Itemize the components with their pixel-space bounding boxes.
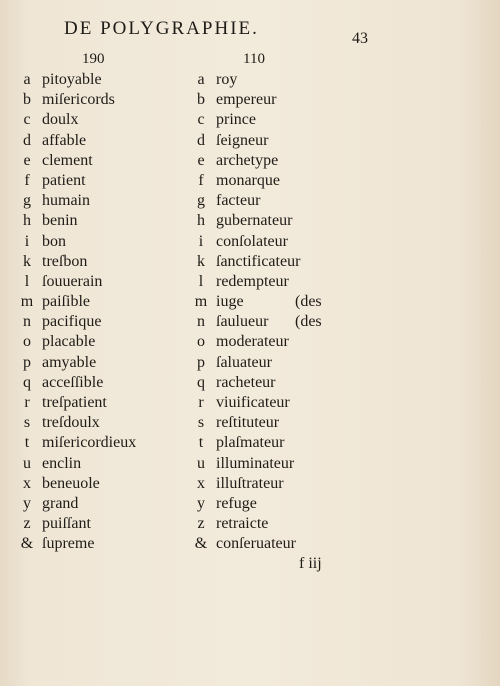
cipher-word: reſtituteur xyxy=(216,414,280,432)
cipher-word: enclin xyxy=(42,454,82,472)
cipher-word: patient xyxy=(42,171,86,189)
cipher-word: retraicte xyxy=(216,515,269,533)
cipher-letter: h xyxy=(23,212,31,230)
cipher-letter: n xyxy=(23,313,31,331)
list-item xyxy=(190,494,350,514)
cipher-letter: q xyxy=(23,373,31,391)
cipher-letter: d xyxy=(23,131,31,149)
cipher-suffix: (des xyxy=(295,313,322,331)
cipher-letter: q xyxy=(197,373,205,391)
cipher-word: doulx xyxy=(42,111,79,129)
cipher-word: benin xyxy=(42,212,78,230)
list-item xyxy=(16,353,196,373)
cipher-letter: h xyxy=(197,212,205,230)
list-item xyxy=(190,312,350,332)
right-word-column xyxy=(190,70,350,555)
cipher-word: roy xyxy=(216,71,238,88)
cipher-word: humain xyxy=(42,192,90,210)
cipher-word: conſolateur xyxy=(216,232,288,250)
cipher-word: treſdoulx xyxy=(42,414,100,432)
cipher-word: pitoyable xyxy=(42,71,102,88)
list-item xyxy=(190,131,350,151)
list-item xyxy=(16,373,196,393)
list-item xyxy=(190,393,350,413)
list-item xyxy=(190,232,350,252)
cipher-letter: i xyxy=(24,232,30,250)
cipher-word: racheteur xyxy=(216,373,276,391)
cipher-letter: e xyxy=(197,151,205,169)
cipher-letter: y xyxy=(23,494,31,512)
left-word-column xyxy=(16,70,196,555)
cipher-letter: a xyxy=(23,71,31,88)
list-item xyxy=(16,413,196,433)
cipher-word: acceſſible xyxy=(42,373,104,391)
cipher-letter: n xyxy=(197,313,205,331)
list-item xyxy=(16,474,196,494)
cipher-word: illuminateur xyxy=(216,454,295,472)
list-item xyxy=(190,332,350,352)
cipher-word: refuge xyxy=(216,494,257,512)
cipher-letter: f xyxy=(198,171,204,189)
cipher-letter: g xyxy=(23,192,31,210)
cipher-letter: i xyxy=(198,232,204,250)
cipher-word: ſupreme xyxy=(42,535,95,553)
cipher-letter: c xyxy=(197,111,205,129)
cipher-word: viuificateur xyxy=(216,394,290,411)
cipher-letter: s xyxy=(197,414,205,432)
list-item xyxy=(16,514,196,534)
cipher-letter: z xyxy=(23,515,31,533)
cipher-letter: l xyxy=(24,272,30,290)
cipher-word: treſbon xyxy=(42,252,88,270)
list-item xyxy=(16,272,196,292)
list-item xyxy=(190,211,350,231)
list-item xyxy=(16,494,196,514)
list-item xyxy=(190,514,350,534)
list-item xyxy=(190,454,350,474)
cipher-letter: t xyxy=(24,434,30,452)
cipher-letter: y xyxy=(197,494,205,512)
cipher-word: plaſmateur xyxy=(216,434,285,452)
cipher-letter: o xyxy=(23,333,31,351)
cipher-letter: b xyxy=(23,91,31,109)
list-item xyxy=(190,171,350,191)
cipher-word: puiſſant xyxy=(42,515,91,533)
cipher-letter: o xyxy=(197,333,205,351)
list-item xyxy=(190,534,350,554)
list-item xyxy=(190,252,350,272)
cipher-word: conſeruateur xyxy=(216,535,296,553)
list-item xyxy=(16,332,196,352)
list-item xyxy=(190,272,350,292)
list-item xyxy=(16,454,196,474)
cipher-letter: b xyxy=(197,91,205,109)
list-item xyxy=(190,110,350,130)
left-column-number: 190 xyxy=(82,51,105,67)
list-item xyxy=(16,312,196,332)
list-item xyxy=(16,232,196,252)
cipher-word: affable xyxy=(42,131,87,149)
cipher-letter: a xyxy=(197,71,205,88)
cipher-letter: x xyxy=(197,474,205,492)
cipher-word: ſeigneur xyxy=(216,131,269,149)
cipher-word: iuge xyxy=(216,293,244,311)
cipher-letter: g xyxy=(197,192,205,210)
cipher-letter: & xyxy=(20,535,34,553)
list-item xyxy=(190,413,350,433)
cipher-letter: f xyxy=(24,171,30,189)
cipher-word: redempteur xyxy=(216,272,289,290)
signature-mark: f iij xyxy=(299,555,322,572)
cipher-word: prince xyxy=(216,111,256,129)
cipher-word: ſouuerain xyxy=(42,272,103,290)
cipher-word: placable xyxy=(42,333,96,351)
list-item xyxy=(16,252,196,272)
list-item xyxy=(190,353,350,373)
cipher-letter: c xyxy=(23,111,31,129)
cipher-suffix: (des xyxy=(295,293,322,311)
cipher-word: paiſible xyxy=(42,293,90,311)
cipher-word: miſericordieux xyxy=(42,434,137,452)
cipher-word: bon xyxy=(42,232,66,250)
list-item xyxy=(190,70,350,90)
cipher-letter: p xyxy=(197,353,205,371)
list-item xyxy=(190,151,350,171)
list-item xyxy=(190,474,350,494)
cipher-word: treſpatient xyxy=(42,394,107,411)
cipher-word: archetype xyxy=(216,151,279,169)
list-item xyxy=(190,90,350,110)
cipher-word: moderateur xyxy=(216,333,289,351)
cipher-word: ſaluateur xyxy=(216,353,272,371)
cipher-letter: z xyxy=(197,515,205,533)
cipher-letter: u xyxy=(23,454,31,472)
cipher-letter: r xyxy=(198,394,204,411)
right-column-number: 110 xyxy=(243,51,265,67)
cipher-word: clement xyxy=(42,151,93,169)
list-item xyxy=(16,191,196,211)
cipher-word: pacifique xyxy=(42,313,102,331)
list-item xyxy=(16,151,196,171)
cipher-letter: k xyxy=(23,252,31,270)
list-item xyxy=(16,70,196,90)
cipher-letter: s xyxy=(23,414,31,432)
list-item xyxy=(190,292,350,312)
cipher-word: empereur xyxy=(216,91,277,109)
cipher-letter: e xyxy=(23,151,31,169)
list-item xyxy=(16,534,196,554)
list-item xyxy=(16,393,196,413)
cipher-letter: d xyxy=(197,131,205,149)
list-item xyxy=(190,433,350,453)
cipher-word: monarque xyxy=(216,171,280,189)
cipher-word: illuſtrateur xyxy=(216,474,284,492)
page-number: 43 xyxy=(352,30,368,47)
cipher-word: amyable xyxy=(42,353,97,371)
list-item xyxy=(190,373,350,393)
cipher-word: beneuole xyxy=(42,474,100,492)
cipher-letter: & xyxy=(194,535,208,553)
list-item xyxy=(16,90,196,110)
cipher-letter: x xyxy=(23,474,31,492)
cipher-letter: m xyxy=(194,293,208,311)
list-item xyxy=(16,292,196,312)
cipher-word: miſericords xyxy=(42,91,115,109)
list-item xyxy=(16,433,196,453)
cipher-word: grand xyxy=(42,494,79,512)
cipher-letter: u xyxy=(197,454,205,472)
cipher-letter: k xyxy=(197,252,205,270)
cipher-word: facteur xyxy=(216,192,261,210)
list-item xyxy=(16,171,196,191)
cipher-letter: t xyxy=(198,434,204,452)
list-item xyxy=(16,131,196,151)
cipher-word: gubernateur xyxy=(216,212,293,230)
cipher-letter: r xyxy=(24,394,30,411)
cipher-word: ſaulueur xyxy=(216,313,269,331)
list-item xyxy=(190,191,350,211)
cipher-letter: l xyxy=(198,272,204,290)
cipher-word: ſanctificateur xyxy=(216,252,301,270)
page-title: DE POLYGRAPHIE. xyxy=(64,18,259,39)
list-item xyxy=(16,110,196,130)
cipher-letter: p xyxy=(23,353,31,371)
list-item xyxy=(16,211,196,231)
cipher-letter: m xyxy=(20,293,34,311)
